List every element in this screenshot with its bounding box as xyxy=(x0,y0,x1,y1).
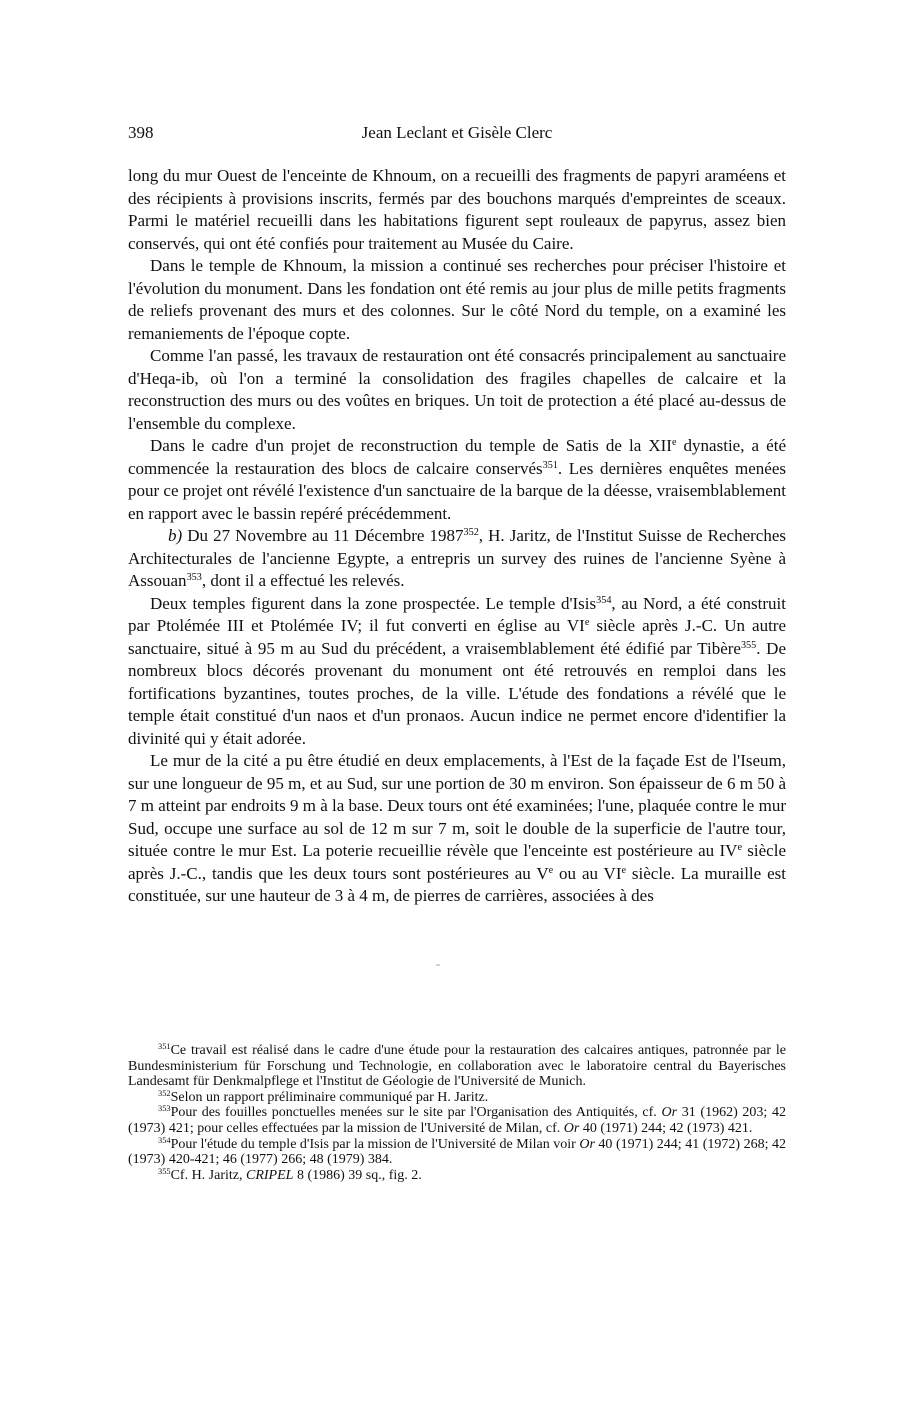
paragraph xyxy=(128,750,786,908)
italic-text: Or xyxy=(579,1136,595,1152)
note-ref: 351 xyxy=(542,459,558,471)
footnotes xyxy=(128,1043,786,1183)
text-run: Du 27 Novembre au 11 Décembre 1987 xyxy=(182,526,464,545)
text-run: siècle après J.-C., tandis que les deux tours sont postérieures au V xyxy=(128,841,786,883)
text-run: Ce travail est réalisé dans le cadre d'une étude pour la restauration des calcaires antiques, patronnée par le Bundesministerium für Forschung und Technologie, en collaboration avec le laboratoire central du Bayerisches Landesamt für Denkmalpflege et l'Institut de Géologie de l'Université de Munich. xyxy=(128,1043,786,1090)
note-ref: 354 xyxy=(596,594,612,606)
text-run: Deux temples figurent dans la zone prospectée. Le temple d'Isis xyxy=(150,593,597,613)
page-number: 398 xyxy=(128,123,154,142)
paragraph xyxy=(128,525,786,593)
text-run: siècle après J.-C. Un autre sanctuaire, situé à 95 m au Sud du précédent, a vraisemblablement été édifié par Tibère xyxy=(128,616,786,658)
footnote xyxy=(128,1105,786,1136)
note-ref: 353 xyxy=(186,571,202,583)
footnote xyxy=(128,1043,786,1090)
text-run: Dans le temple de Khnoum, la mission a continué ses recherches pour préciser l'histoire et l'évolution du monument. Dans les fondation ont été remis au jour plus de mille petits fragments de reliefs provenant des murs et des colonnes. Sur le côté Nord du temple, on a examiné les remaniements de l'époque copte. xyxy=(128,256,786,343)
footnote xyxy=(128,1090,786,1106)
text-run: 8 (1986) 39 sq., fig. 2. xyxy=(293,1167,422,1183)
paragraph xyxy=(128,165,786,255)
page-header xyxy=(128,123,786,147)
note-ref: 352 xyxy=(158,1088,171,1098)
text-run: dynastie, a été commencée la restauration des blocs de calcaire conservés xyxy=(128,436,786,478)
paragraph xyxy=(128,255,786,345)
text-run: long du mur Ouest de l'enceinte de Khnoum, on a recueilli des fragments de papyri araméens et des récipients à provisions inscrits, fermés par des bouchons marqués d'empreintes de sceaux. Parmi le matériel recueilli dans les habitations figurent sept rouleaux de papyrus, assez bien conservés, qui ont été confiés pour traitement au Musée du Caire. xyxy=(128,166,786,253)
note-ref: e xyxy=(671,436,677,448)
paragraph xyxy=(128,435,786,525)
body-text xyxy=(128,165,786,908)
text-run: siècle. La muraille est constituée, sur une hauteur de 3 à 4 m, de pierres de carrières, associées à des xyxy=(128,863,786,905)
text-run: Selon un rapport préliminaire communiqué par H. Jaritz. xyxy=(170,1089,489,1105)
text-run: Pour l'étude du temple d'Isis par la mission de l'Université de Milan voir xyxy=(170,1136,580,1152)
note-ref: 355 xyxy=(740,639,757,651)
note-ref: 355 xyxy=(158,1166,171,1176)
text-run: , dont il a effectué les relevés. xyxy=(201,571,405,590)
paragraph xyxy=(128,345,786,435)
text-run: 40 (1971) 244; 42 (1973) 421. xyxy=(579,1120,753,1136)
note-ref: e xyxy=(548,864,554,876)
note-ref: 352 xyxy=(463,526,479,538)
note-ref: 353 xyxy=(158,1104,171,1114)
italic-text: b) xyxy=(168,526,183,545)
text-run: Pour des fouilles ponctuelles menées sur le site par l'Organisation des Antiquités, cf. xyxy=(170,1105,662,1121)
text-run: Le mur de la cité a pu être étudié en deux emplacements, à l'Est de la façade Est de l'Iseum, sur une longueur de 95 m, et au Sud, sur une portion de 30 m environ. Son épaisseur de 6 m 50 à 7 m atteint par endroits 9 m à la base. Deux tours ont été examinées; l'une, plaquée contre le mur Sud, occupe une surface au sol de 12 m sur 7 m, soit le double de la superficie de l'autre tour, située contre le mur Est. La poterie recueillie révèle que l'enceinte est postérieure au IV xyxy=(128,751,786,860)
text-run: . Les dernières enquêtes menées pour ce projet ont révélé l'existence d'un sanctuaire de la barque de la déesse, vraisemblablement en rapport avec le bassin repéré précédemment. xyxy=(128,458,787,523)
note-ref: 351 xyxy=(158,1041,171,1051)
italic-text: CRIPEL xyxy=(246,1167,294,1183)
text-run: , au Nord, a été construit par Ptolémée III et Ptolémée IV; il fut converti en église au VI xyxy=(128,593,786,635)
running-title: Jean Leclant et Gisèle Clerc xyxy=(361,123,553,142)
note-ref: e xyxy=(621,864,627,876)
text-run: ou au VI xyxy=(553,863,622,883)
text-run: 40 (1971) 244; 41 (1972) 268; 42 (1973) 420-421; 46 (1977) 266; 48 (1979) 384. xyxy=(128,1136,786,1168)
italic-text: Or xyxy=(563,1120,580,1136)
note-ref: e xyxy=(584,616,590,628)
text-run: 31 (1962) 203; 42 (1973) 421; pour celles effectuées par la mission de l'Université de Milan, cf. xyxy=(128,1105,786,1136)
footnote xyxy=(128,1168,786,1184)
note-ref: 354 xyxy=(158,1135,171,1145)
text-run: . De nombreux blocs décorés provenant du monument ont été retrouvés en remploi dans les fortifications byzantines, toutes proches, de la ville. L'étude des fondations a révélé que le temple était constitué d'un naos et d'un pronaos. Aucun indice ne permet encore d'identifier la divinité qui y était adorée. xyxy=(128,638,786,748)
text-run: Cf. H. Jaritz, xyxy=(170,1167,246,1183)
text-run: Comme l'an passé, les travaux de restauration ont été consacrés principalement au sanctuaire d'Heqa-ib, où l'on a terminé la consolidation des fragiles chapelles de calcaire et la reconstruction des murs ou des voûtes en briques. Un toit de protection a été placé au-dessus de l'ensemble du complexe. xyxy=(128,346,786,433)
note-ref: e xyxy=(737,841,742,853)
text-run: Dans le cadre d'un projet de reconstruction du temple de Satis de la XII xyxy=(150,436,672,455)
scan-speck xyxy=(436,964,440,966)
footnote xyxy=(128,1137,786,1168)
text-run: , H. Jaritz, de l'Institut Suisse de Recherches Architecturales de l'ancienne Egypte, a entrepris un survey des ruines de l'ancienne Syène à Assouan xyxy=(128,526,786,590)
paragraph xyxy=(128,593,786,751)
italic-text: Or xyxy=(661,1105,678,1121)
